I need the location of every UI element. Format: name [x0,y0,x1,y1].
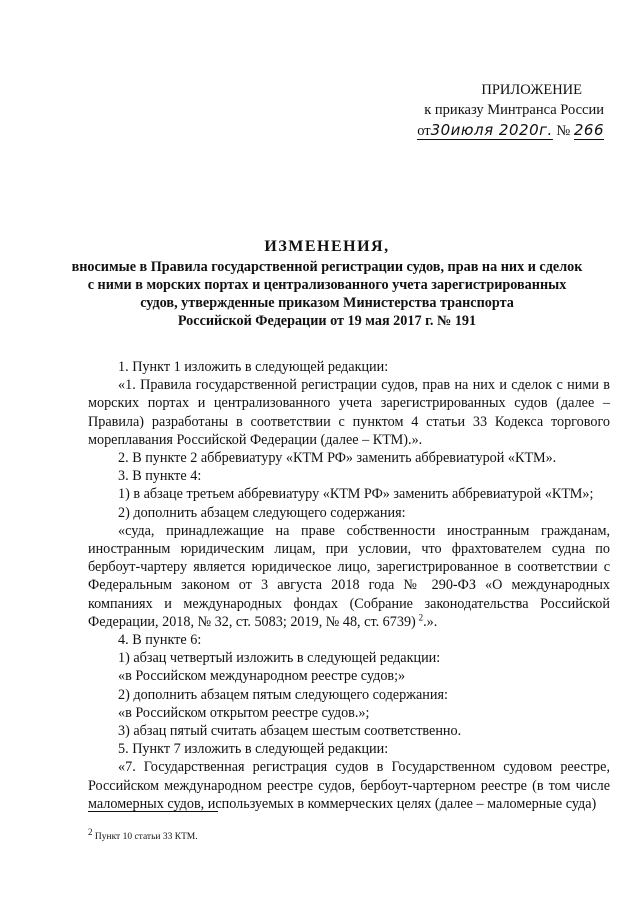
appendix-date-line [417,120,604,141]
appendix-label: ПРИЛОЖЕНИЕ [481,82,582,98]
paragraph: «7. Государственная регистрация судов в Государственном судовом реестре, Российском международном реестре судов, бербоут-чартерном реестре (в том числе маломерных судов, используемых в коммерческих целях (далее – маломерные суда) [88,759,610,812]
footnote [88,827,198,843]
document-title [52,236,602,330]
handwritten-number: 266 [573,121,604,139]
number-prefix: № [556,123,571,139]
paragraph: 2) дополнить абзацем следующего содержания: [118,504,406,521]
handwritten-date: 30июля 2020г. [430,121,553,139]
document-body [88,358,610,813]
footnote-text: Пункт 10 статьи 33 КТМ. [94,832,198,843]
paragraph: 1. Пункт 1 изложить в следующей редакции: [118,359,389,375]
appendix-block [417,80,604,141]
paragraph: 4. В пункте 6: [118,632,202,649]
paragraph: 5. Пункт 7 изложить в следующей редакции: [118,741,389,758]
paragraph: 2. В пункте 2 аббревиатуру «КТМ РФ» заменить аббревиатурой «КТМ». [118,450,557,467]
title-line: вносимые в Правила государственной регистрации судов, прав на них и сделок [71,259,583,275]
footnote-ref: 2 [418,612,424,623]
title-line: с ними в морских портах и централизованного учета зарегистрированных [87,277,567,293]
title-heading: ИЗМЕНЕНИЯ, [264,238,390,255]
paragraph: 2) дополнить абзацем пятым следующего содержания: [118,686,448,703]
appendix-order-ref: к приказу Минтранса России [424,102,604,118]
paragraph-text: «суда, принадлежащие на праве собственности иностранным гражданам, иностранным юридическим лицам, при условии, что фрахтователем судна по бербоут-чартеру является юридическое лицо, зарегистрированное в соответствии с Федеральным законом от 3 августа 2018 года № 290-ФЗ «О международных компаниях и международных фондах (Собрание законодательства Российской Федерации, 2018, № 32, ст. 5083; 2019, № 48, ст. 6739) [88,522,610,630]
paragraph: «в Российском международном реестре судов;» [118,668,406,685]
title-line: Российской Федерации от 19 мая 2017 г. № 191 [177,313,477,329]
paragraph: 1) в абзаце третьем аббревиатуру «КТМ РФ» заменить аббревиатурой «КТМ»; [118,486,594,503]
paragraph: 3) абзац пятый считать абзацем шестым соответственно. [118,723,462,740]
paragraph: «1. Правила государственной регистрации судов, прав на них и сделок с ними в морских портах и централизованного учета зарегистрированных судов (далее – Правила) разработаны в соответствии с пунктом 4 статьи 33 Кодекса торгового мореплавания Российской Федерации (далее – КТМ).». [88,377,610,448]
date-prefix: от [417,123,431,139]
footnote-divider [88,811,218,812]
paragraph-end: .». [423,613,438,630]
paragraph: 1) абзац четвертый изложить в следующей редакции: [118,650,441,667]
paragraph: 3. В пункте 4: [118,468,202,485]
paragraph [88,522,610,631]
paragraph: «в Российском открытом реестре судов.»; [118,704,370,721]
title-line: судов, утвержденные приказом Министерства транспорта [140,295,514,311]
footnote-marker: 2 [88,827,93,837]
